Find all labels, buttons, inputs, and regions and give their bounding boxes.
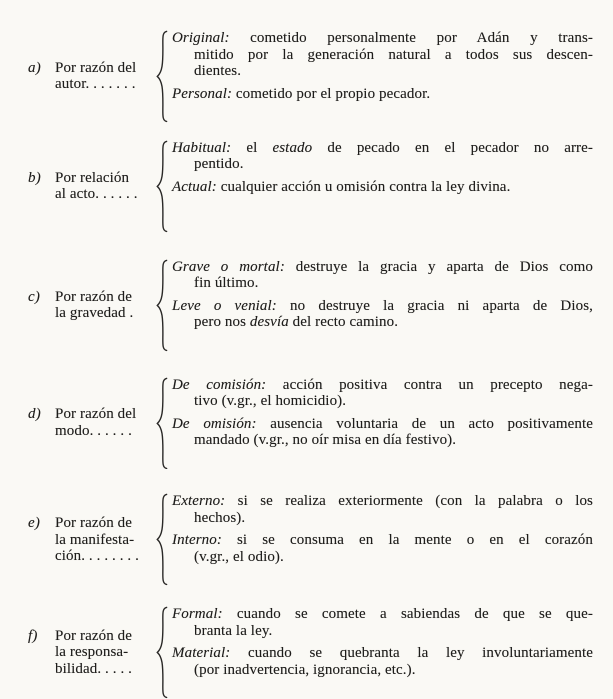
definition-item	[172, 493, 593, 526]
definition-line: (v.gr., el odio).	[194, 548, 284, 565]
definition-term: Interno:	[172, 532, 222, 549]
definition-item	[172, 416, 593, 449]
item-letter: a)	[28, 59, 41, 76]
definitions	[172, 377, 593, 470]
definition-item	[172, 140, 593, 173]
definition-item	[172, 606, 593, 639]
definition-line: tivo (v.gr., el homicidio).	[194, 393, 347, 410]
definition-item	[172, 532, 593, 565]
definition-item	[172, 298, 593, 331]
inline-emphasis: desvía	[249, 314, 289, 331]
definition-item	[172, 259, 593, 292]
left-brace-glyph	[155, 377, 168, 470]
definition-term: Personal:	[172, 85, 233, 102]
definition-line: Interno: si se consuma en la mente o en el corazón	[172, 532, 593, 549]
category-label	[55, 628, 155, 678]
definition-line: dientes.	[194, 63, 242, 79]
definitions	[172, 140, 593, 233]
definition-term: De omisión:	[172, 415, 257, 432]
left-brace-glyph	[155, 493, 168, 586]
definitions	[172, 30, 593, 123]
definition-line: De comisión: acción positiva contra un precepto nega-	[172, 376, 593, 393]
left-brace-glyph	[155, 606, 168, 699]
category-label-line: Por razón de	[55, 288, 133, 305]
item-letter: b)	[28, 169, 41, 186]
row-left-group	[28, 170, 155, 203]
category-label	[55, 515, 155, 565]
category-label-line: ción. . . . . . . .	[55, 548, 139, 565]
item-letter: f)	[28, 627, 38, 644]
item-letter: e)	[28, 515, 41, 532]
definition-line: Personal: cometido por el propio pecador.	[172, 85, 431, 102]
row-left-group	[28, 289, 155, 322]
row-left-group	[28, 628, 155, 678]
definition-line: Formal: cuando se comete a sabiendas de que se que-	[172, 606, 593, 623]
definitions	[172, 259, 593, 352]
classification-row	[0, 140, 613, 233]
definition-term: Grave o mortal:	[172, 258, 285, 275]
definition-line: pero nos desvía del recto camino.	[194, 314, 399, 331]
definition-line: Material: cuando se quebranta la ley involuntariamente	[172, 645, 593, 662]
category-label-line: Por razón del	[55, 406, 137, 423]
definition-term: Original:	[172, 30, 230, 46]
definition-term: Formal:	[172, 606, 223, 623]
definition-term: Leve o venial:	[172, 297, 277, 314]
row-left-group	[28, 406, 155, 439]
classification-row	[0, 30, 613, 123]
category-label-line: Por razón de	[55, 627, 133, 644]
definition-line: Leve o venial: no destruye la gracia ni aparta de Dios,	[172, 297, 593, 314]
definition-line: De omisión: ausencia voluntaria de un acto positivamente	[172, 415, 593, 432]
definition-line: Externo: si se realiza exteriormente (con la palabra o los	[172, 493, 593, 510]
definition-line: Actual: cualquier acción u omisión contra la ley divina.	[172, 178, 511, 195]
left-brace-glyph	[155, 30, 168, 123]
definitions	[172, 606, 593, 699]
row-left-group	[28, 60, 155, 93]
definition-line: mandado (v.gr., no oír misa en día festivo).	[194, 432, 457, 449]
definition-item	[172, 179, 593, 196]
definition-line: branta la ley.	[194, 622, 273, 639]
category-label-line: autor. . . . . . .	[55, 76, 136, 93]
definition-term: Material:	[172, 645, 231, 662]
classification-row	[0, 606, 613, 699]
left-brace-glyph	[155, 259, 168, 352]
definition-line: Grave o mortal: destruye la gracia y aparta de Dios como	[172, 258, 593, 275]
category-label-line: Por razón del	[55, 59, 137, 76]
definition-line: Original: cometido personalmente por Adán y trans-	[172, 30, 593, 46]
definition-line: pentido.	[194, 156, 244, 173]
definition-term: De comisión:	[172, 376, 267, 393]
category-label-line: al acto. . . . . .	[55, 186, 138, 203]
definitions	[172, 493, 593, 586]
category-label	[55, 60, 155, 93]
category-label-line: Por relación	[55, 169, 130, 186]
item-letter: d)	[28, 406, 41, 423]
definition-term: Externo:	[172, 493, 226, 510]
item-letter: c)	[28, 288, 41, 305]
category-label	[55, 170, 155, 203]
definition-item	[172, 645, 593, 678]
category-label	[55, 406, 155, 439]
left-brace-glyph	[155, 140, 168, 233]
category-label-line: bilidad. . . . .	[55, 660, 133, 677]
category-label	[55, 289, 155, 322]
classification-row	[0, 259, 613, 352]
definition-line: (por inadvertencia, ignorancia, etc.).	[194, 661, 416, 678]
definition-line: mitido por la generación natural a todos sus descen-	[194, 46, 593, 63]
category-label-line: Por razón de	[55, 515, 133, 532]
definition-item	[172, 377, 593, 410]
definition-item	[172, 86, 593, 103]
category-label-line: modo. . . . . .	[55, 422, 132, 439]
row-left-group	[28, 515, 155, 565]
category-label-line: la responsa-	[55, 644, 129, 661]
definition-line: Habitual: el estado de pecado en el pecador no arre-	[172, 139, 593, 156]
definition-term: Actual:	[172, 178, 217, 195]
classification-row	[0, 377, 613, 470]
definition-term: Habitual:	[172, 139, 232, 156]
definition-line: fin último.	[194, 275, 259, 292]
category-label-line: la manifesta-	[55, 531, 135, 548]
inline-emphasis: estado	[272, 139, 313, 156]
category-label-line: la gravedad .	[55, 305, 134, 322]
definition-line: hechos).	[194, 509, 246, 526]
classification-row	[0, 493, 613, 586]
definition-item	[172, 30, 593, 80]
